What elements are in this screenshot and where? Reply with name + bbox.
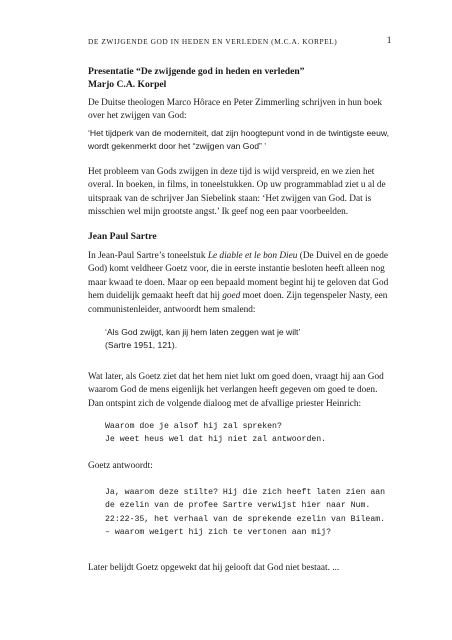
sartre-text-middle: (De Duivel en de goede God) komt veldheer Goetz voor, die in eerste instantie besloten heeft alleen nog maar kwaad te doen. Maar op een bepaald moment begint hij te geloven dat God hem duidelijk gemaakt heeft dat hij: [88, 251, 389, 302]
goetz-dialog: Ja, waarom deze stilte? Hij die zich heeft laten zien aan de ezelin van de profee Sartre verwijst hier naar Num. 22:22-35, het verhaal van de sprekende ezelin van Bileam. – waarom weigert hij zich te vertonen aan mij?: [105, 488, 386, 538]
page-number: 1: [386, 36, 392, 46]
heinrich-dialog-line1: Waarom doe je alsof hij zal spreken?: [105, 422, 282, 431]
section-heading-sartre: Jean Paul Sartre: [88, 231, 157, 242]
nasty-quote-citation: (Sartre 1951, 121).: [105, 340, 178, 350]
emphasis-good: goed: [222, 291, 241, 302]
heinrich-dialog-line2: Je weet heus wel dat hij niet zal antwoorden.: [105, 435, 327, 444]
sartre-paragraph: [88, 250, 392, 317]
goetz-answers: Goetz antwoordt:: [88, 461, 153, 471]
goetz-paragraph: Wat later, als Goetz ziet dat het hem niet lukt om goed doen, vraagt hij aan God waarom God de mens eigenlijk het verlangen heeft gegeven om goed te doen. Dan ontspint zich de volgende dialoog met de afvallige priester Heinrich:: [88, 372, 384, 409]
play-title: Le diable et le bon Dieu: [207, 251, 298, 261]
author-name: Marjo C.A. Korpel: [88, 79, 167, 90]
quote-modernity: ‘Het tijdperk van de moderniteit, dat zijn hoogtepunt vond in de twintigste eeuw, wordt gekenmerkt door het “zwijgen van God” ’: [88, 128, 389, 152]
running-title: DE ZWIJGENDE GOD IN HEDEN EN VERLEDEN (M.C.A. KORPEL): [88, 37, 338, 46]
sartre-text-before: In Jean-Paul Sartre’s toneelstuk: [88, 251, 208, 261]
presentation-title: Presentatie “De zwijgende god in heden en verleden”: [88, 66, 305, 77]
closing-paragraph: Later belijdt Goetz opgewekt dat hij gelooft dat God niet bestaat. ...: [88, 563, 340, 573]
sartre-text-after: moet doen. Zijn tegenspeler Nasty, een communistenleider, antwoordt hem smalend:: [88, 291, 388, 315]
nasty-quote: ‘Als God zwijgt, kan jij hem laten zeggen wat je wilt’: [105, 327, 301, 337]
problem-paragraph: Het probleem van Gods zwijgen in deze tijd is wijd verspreid, en we zien het overal. In boeken, in films, in toneelstukken. Op uw programmablad ziet u al de uitspraak van de schrijver Jan Siebelink staan: ‘Het zwijgen van God. Dat is misschien wel mijn grootste angst.’ Ik geef nog een paar voorbeelden.: [88, 167, 386, 218]
intro-paragraph: De Duitse theologen Marco Hôrace en Peter Zimmerling schrijven in hun boek over het zwijgen van God:: [88, 98, 383, 122]
